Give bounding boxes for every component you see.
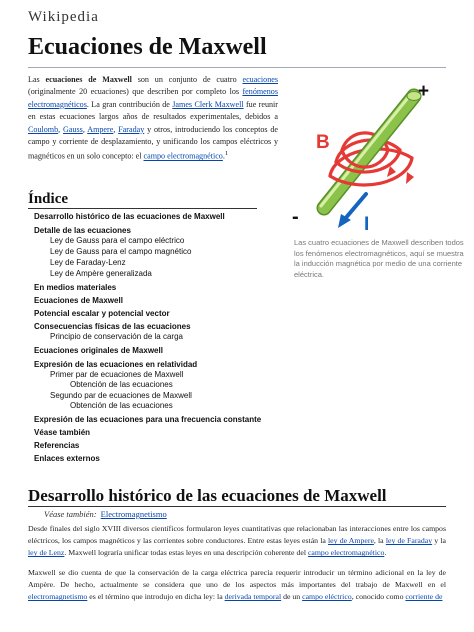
toc-heading: Índice <box>28 191 69 207</box>
section-heading: Desarrollo histórico de las ecuaciones de Maxwell <box>28 486 387 505</box>
figure-caption: Las cuatro ecuaciones de Maxwell describen todos los fenómenos electromagnéticos, aquí se muestra la inducción magnética por medio de una corriente eléctrica. <box>294 238 464 279</box>
link-gauss[interactable]: Gauss <box>63 124 83 134</box>
toc-item[interactable]: Principio de conservación de la carga <box>50 332 183 341</box>
link-ley-de-lenz[interactable]: ley de Lenz <box>28 548 65 558</box>
link-ley-de-faraday[interactable]: ley de Faraday <box>385 536 433 546</box>
page-title: Ecuaciones de Maxwell <box>28 34 267 60</box>
toc-item[interactable]: Ecuaciones de Maxwell <box>34 296 123 305</box>
link-coulomb[interactable]: Coulomb <box>28 124 59 134</box>
toc-item[interactable]: Segundo par de ecuaciones de Maxwell <box>50 391 192 400</box>
toc-item[interactable]: Referencias <box>34 441 80 450</box>
link-campo-electromagnetico[interactable]: campo electromagnético <box>307 548 385 558</box>
see-also-label: Véase también: <box>44 509 97 519</box>
link-fenomenos-electromagneticos[interactable]: fenómenos electromagnéticos <box>28 87 278 109</box>
toc-item[interactable]: Ecuaciones originales de Maxwell <box>34 346 163 355</box>
toc-item[interactable]: Ley de Gauss para el campo magnético <box>50 247 192 256</box>
intro-paragraph: Las ecuaciones de Maxwell son un conjunto de cuatro ecuaciones (originalmente 20 ecuaciones) que describen por completo los fenómenos electromagnéticos. La gran contribución de James Clerk Maxwell fue reunir en estas ecuaciones largos años de resultados experimentales, debidos a Coulomb, Gauss, Ampere, Faraday y otros, introduciendo los conceptos de campo y corriente de desplazamiento, y unificando los campos eléctricos y magnéticos en un solo concepto: el campo electromagnético.$^1$ <box>28 75 278 162</box>
wire-magnetic-field-illustration[interactable] <box>286 80 454 246</box>
toc-item[interactable]: Obtención de las ecuaciones <box>70 380 173 389</box>
see-also-note <box>44 509 167 519</box>
link-ampere[interactable]: Ampere <box>87 124 114 134</box>
toc-item[interactable]: Detalle de las ecuaciones <box>34 226 131 235</box>
toc-item[interactable]: Expresión de las ecuaciones en relatividad <box>34 360 198 369</box>
positive-terminal-label: + <box>418 81 430 102</box>
toc-item[interactable]: Ley de Gauss para el campo eléctrico <box>50 236 185 245</box>
wikipedia-wordmark[interactable]: Wikipedia <box>28 9 99 25</box>
toc-item[interactable]: Enlaces externos <box>34 454 100 463</box>
current-label: I <box>364 214 370 235</box>
negative-terminal-label: - <box>292 206 299 228</box>
title-divider <box>28 67 446 68</box>
link-derivada-temporal[interactable]: derivada temporal <box>224 592 282 602</box>
link-electromagnetismo[interactable]: Electromagnetismo <box>100 509 167 519</box>
section-paragraph-2: Maxwell se dio cuenta de que la conservación de la carga eléctrica parecía requerir introducir un término adicional en la ley de Ampère. De hecho, actualmente se considera que uno de los aspectos más importantes del trabajo de Maxwell en el electromagnetismo es el término que introdujo en dicha ley: la derivada temporal de un campo eléctrico, conocido como corriente de <box>28 568 446 602</box>
toc-item[interactable]: Desarrollo histórico de las ecuaciones de Maxwell <box>34 212 225 221</box>
section-paragraph-1: Desde finales del siglo XVIII diversos científicos formularon leyes cuantitativas que relacionaban las interacciones entre los campos eléctricos, los campos magnéticos y las corrientes sobre conductores. Entre estas leyes están la ley de Ampere, la ley de Faraday y la ley de Lenz. Maxwell lograría unificar todas estas leyes en una descripción coherente del campo electromagnético. <box>28 524 446 558</box>
link-james-clerk-maxwell[interactable]: James Clerk Maxwell <box>172 99 244 109</box>
toc-item[interactable]: En medios materiales <box>34 283 117 292</box>
link-ecuaciones[interactable]: ecuaciones <box>242 75 278 84</box>
link-electromagnetismo-inline[interactable]: electromagnetismo <box>28 592 88 602</box>
link-corriente-de-desplazamiento[interactable]: corriente de <box>405 592 443 602</box>
toc-item[interactable]: Primer par de ecuaciones de Maxwell <box>50 370 184 379</box>
toc-item[interactable]: Ley de Faraday-Lenz <box>50 258 126 267</box>
link-ley-de-ampere[interactable]: ley de Ampere <box>328 536 374 546</box>
magnetic-field-label: B <box>316 132 330 153</box>
toc-item[interactable]: Véase también <box>34 428 91 437</box>
reference-superscript[interactable]: 1 <box>224 150 229 158</box>
toc-divider <box>28 208 257 209</box>
section-divider <box>28 506 446 507</box>
link-campo-electromagnetico[interactable]: campo electromagnético <box>143 152 223 162</box>
link-faraday[interactable]: Faraday <box>118 124 145 134</box>
toc-item[interactable]: Consecuencias físicas de las ecuaciones <box>34 322 191 331</box>
toc-item[interactable]: Obtención de las ecuaciones <box>70 401 173 410</box>
toc-item[interactable]: Expresión de las ecuaciones para una frecuencia constante <box>34 415 262 424</box>
current-arrow-icon <box>338 194 366 228</box>
wire-icon <box>321 92 421 209</box>
intro-bold-term: ecuaciones de Maxwell <box>45 75 132 84</box>
toc-item[interactable]: Potencial escalar y potencial vector <box>34 309 170 318</box>
link-campo-electrico[interactable]: campo eléctrico <box>302 592 352 602</box>
toc-item[interactable]: Ley de Ampère generalizada <box>50 269 152 278</box>
